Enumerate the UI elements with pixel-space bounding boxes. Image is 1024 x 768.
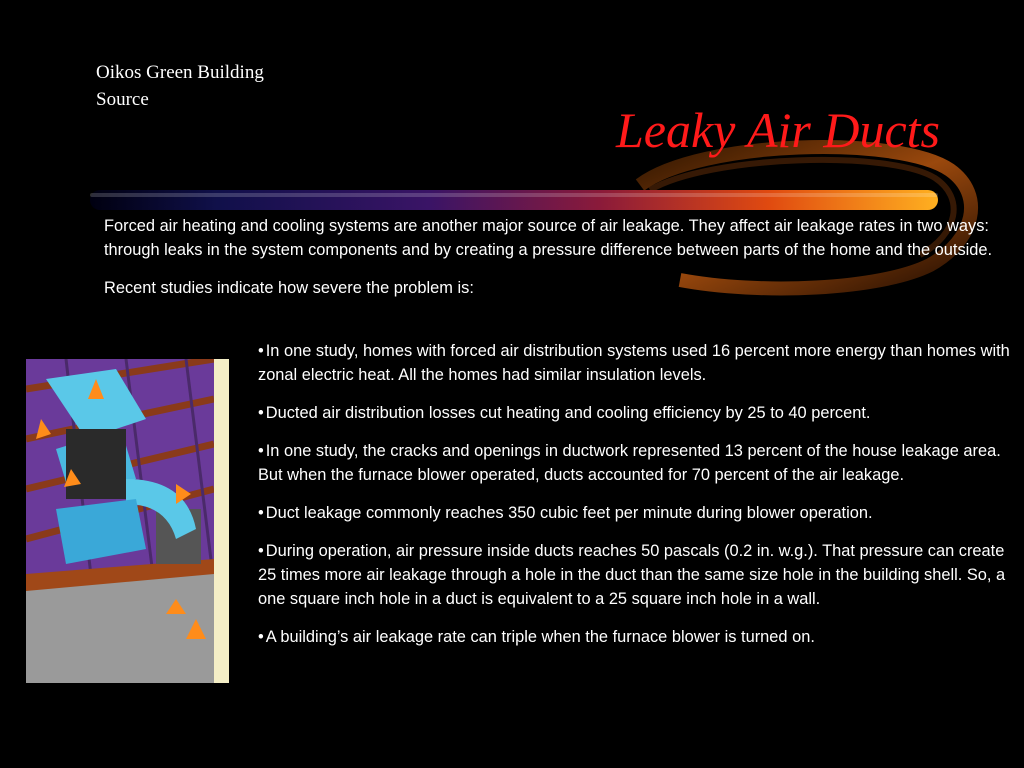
- bullet-icon: •: [258, 542, 264, 560]
- statistics-list: [258, 339, 1014, 663]
- bullet-icon: •: [258, 342, 264, 360]
- intro-text: [104, 214, 1019, 314]
- list-item: [258, 439, 1014, 487]
- list-item-text: Duct leakage commonly reaches 350 cubic feet per minute during blower operation.: [265, 504, 873, 522]
- list-item: [258, 501, 1014, 525]
- intro-lead-in: Recent studies indicate how severe the problem is:: [104, 279, 474, 297]
- intro-paragraph: Forced air heating and cooling systems are another major source of air leakage. They affect air leakage rates in two ways: through leaks in the system components and by creating a pressure difference between parts of the home and the outside.: [104, 217, 993, 259]
- list-item: [258, 539, 1014, 611]
- bullet-icon: •: [258, 404, 264, 422]
- list-item: [258, 401, 1014, 425]
- slide-title: Leaky Air Ducts: [615, 102, 940, 158]
- source-credit: [96, 59, 326, 113]
- ductwork-illustration: [26, 359, 229, 683]
- list-item-text: A building’s air leakage rate can triple when the furnace blower is turned on.: [265, 628, 815, 646]
- bullet-icon: •: [258, 442, 264, 460]
- list-item-text: During operation, air pressure inside ducts reaches 50 pascals (0.2 in. w.g.). That pressure can create 25 times more air leakage through a hole in the duct than the same size hole in the building shell. So, a one square inch hole in a duct is equivalent to a 25 square inch hole in a wall.: [258, 542, 1006, 608]
- source-line-2: Source: [96, 89, 149, 110]
- list-item-text: In one study, the cracks and openings in ductwork represented 13 percent of the house leakage area. But when the furnace blower operated, ducts accounted for 70 percent of the air leakage.: [258, 442, 1001, 484]
- bullet-icon: •: [258, 504, 264, 522]
- list-item-text: In one study, homes with forced air distribution systems used 16 percent more energy than homes with zonal electric heat. All the homes had similar insulation levels.: [258, 342, 1010, 384]
- list-item: [258, 625, 1014, 649]
- list-item: [258, 339, 1014, 387]
- bullet-icon: •: [258, 628, 264, 646]
- list-item-text: Ducted air distribution losses cut heating and cooling efficiency by 25 to 40 percent.: [265, 404, 871, 422]
- source-line-1: Oikos Green Building: [96, 62, 264, 83]
